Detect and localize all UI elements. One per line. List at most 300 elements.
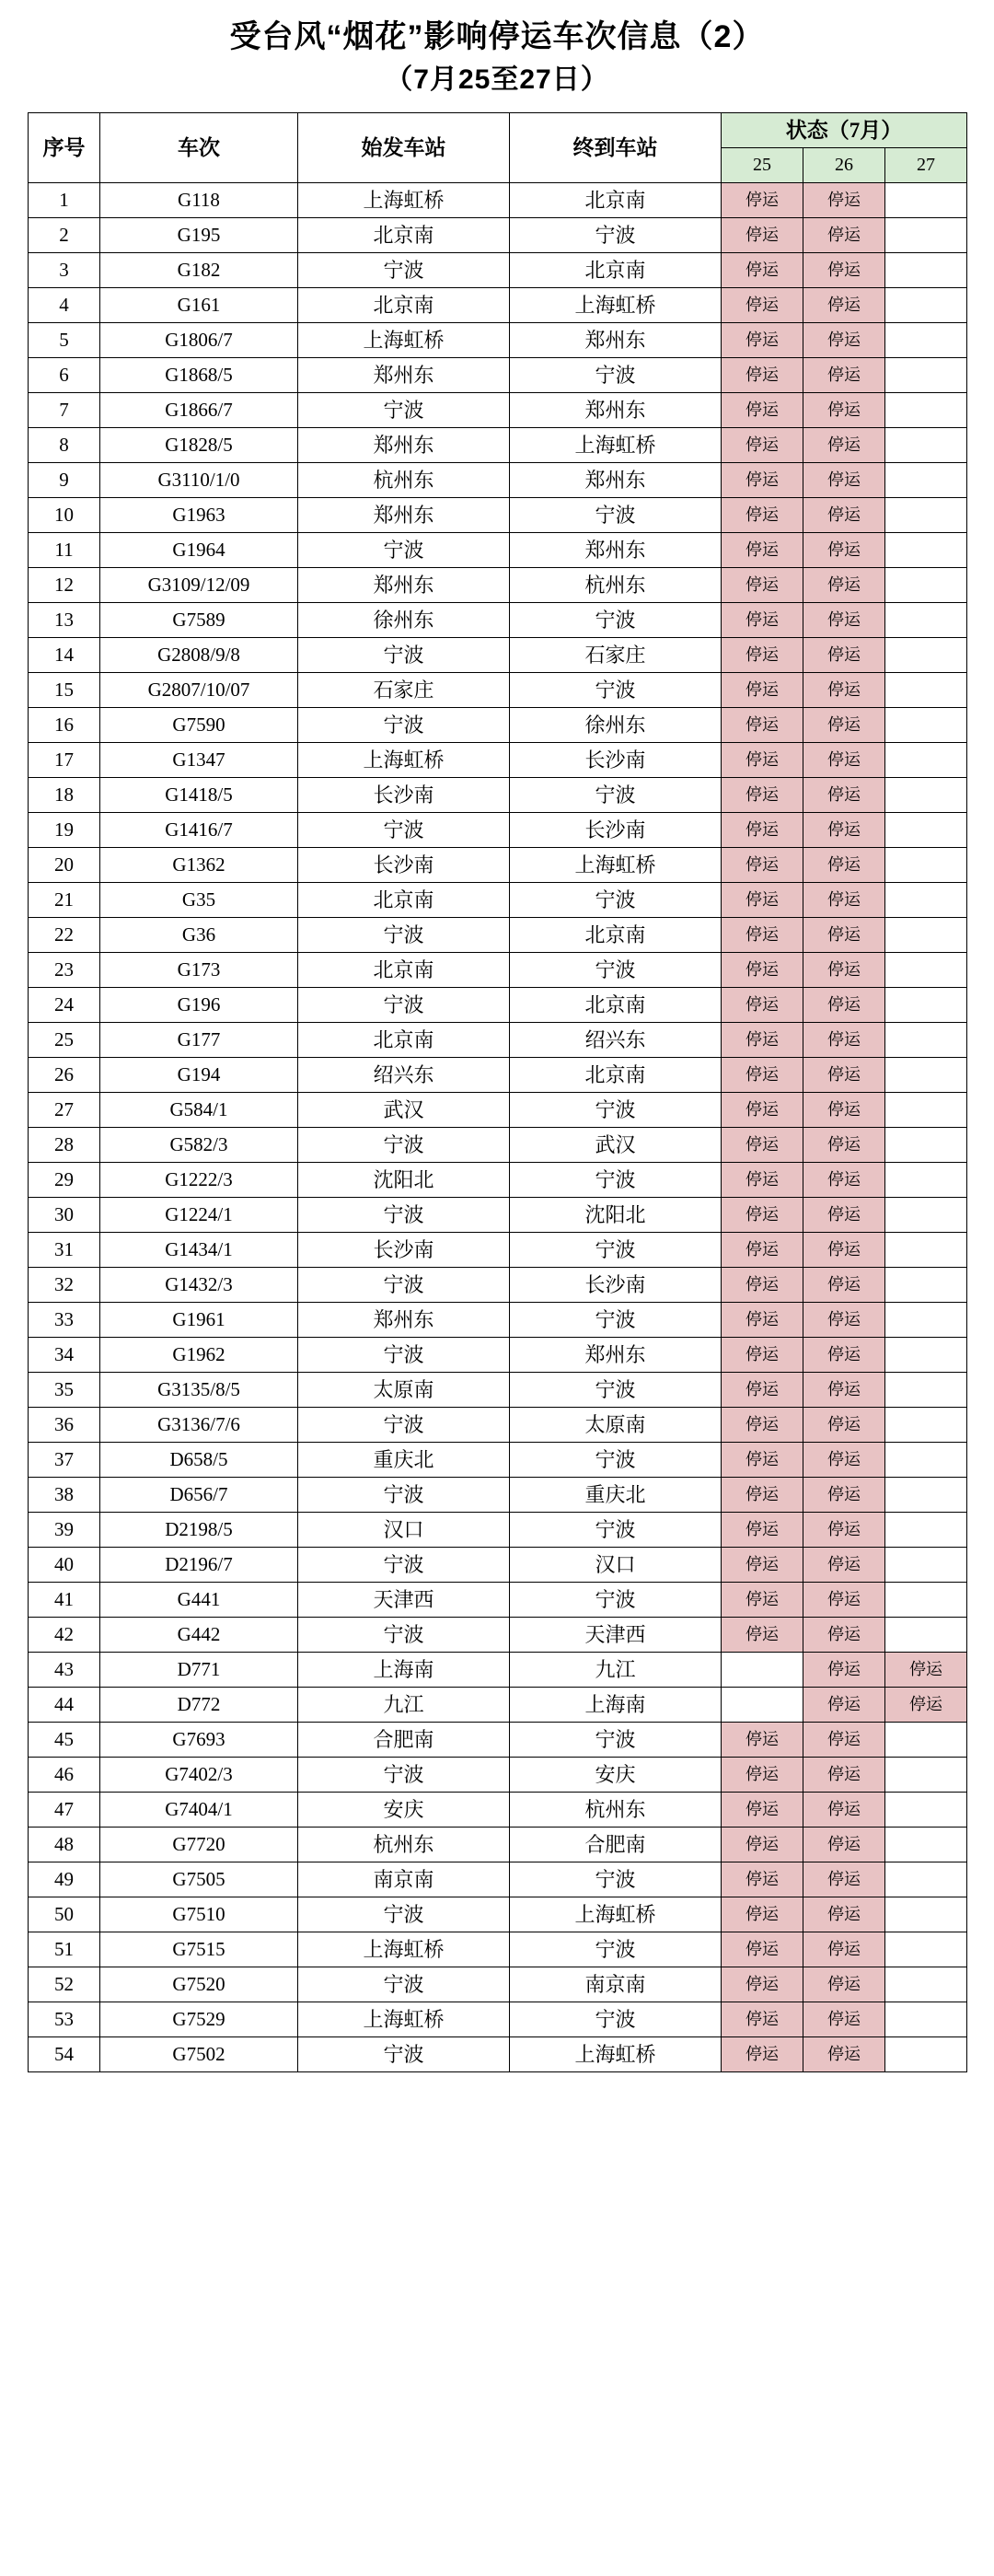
cell-train-number: G1224/1 bbox=[100, 1197, 298, 1232]
cell-origin-station: 宁波 bbox=[298, 2036, 510, 2071]
cell-origin-station: 宁波 bbox=[298, 637, 510, 672]
table-row bbox=[29, 1162, 967, 1197]
cell-index: 47 bbox=[29, 1792, 100, 1827]
cell-status-day-25: 停运 bbox=[722, 1932, 803, 1967]
cell-origin-station: 北京南 bbox=[298, 952, 510, 987]
cell-origin-station: 重庆北 bbox=[298, 1442, 510, 1477]
cell-train-number: G118 bbox=[100, 182, 298, 217]
cell-status-day-26: 停运 bbox=[803, 1757, 885, 1792]
cell-destination-station: 宁波 bbox=[510, 777, 722, 812]
cell-status-day-25: 停运 bbox=[722, 2036, 803, 2071]
cell-status-day-26: 停运 bbox=[803, 1932, 885, 1967]
cell-status-day-27 bbox=[885, 392, 967, 427]
table-row bbox=[29, 1792, 967, 1827]
table-row bbox=[29, 532, 967, 567]
cell-destination-station: 长沙南 bbox=[510, 742, 722, 777]
cell-status-day-25: 停运 bbox=[722, 987, 803, 1022]
cell-index: 7 bbox=[29, 392, 100, 427]
cell-status-day-26: 停运 bbox=[803, 602, 885, 637]
cell-status-day-26: 停运 bbox=[803, 1092, 885, 1127]
cell-status-day-26: 停运 bbox=[803, 777, 885, 812]
cell-index: 17 bbox=[29, 742, 100, 777]
cell-train-number: G36 bbox=[100, 917, 298, 952]
cell-status-day-26: 停运 bbox=[803, 1687, 885, 1722]
cell-status-day-27 bbox=[885, 882, 967, 917]
cell-train-number: G7404/1 bbox=[100, 1792, 298, 1827]
cell-origin-station: 绍兴东 bbox=[298, 1057, 510, 1092]
cell-status-day-25: 停运 bbox=[722, 1757, 803, 1792]
cell-status-day-25: 停运 bbox=[722, 392, 803, 427]
cell-status-day-25: 停运 bbox=[722, 2002, 803, 2036]
cell-status-day-27 bbox=[885, 1162, 967, 1197]
cell-origin-station: 长沙南 bbox=[298, 1232, 510, 1267]
cell-status-day-26: 停运 bbox=[803, 1862, 885, 1897]
table-row bbox=[29, 1652, 967, 1687]
cell-train-number: G442 bbox=[100, 1617, 298, 1652]
cell-destination-station: 宁波 bbox=[510, 1932, 722, 1967]
cell-status-day-26: 停运 bbox=[803, 1372, 885, 1407]
cell-status-day-25 bbox=[722, 1687, 803, 1722]
cell-train-number: G194 bbox=[100, 1057, 298, 1092]
cell-status-day-26: 停运 bbox=[803, 707, 885, 742]
cell-train-number: G1962 bbox=[100, 1337, 298, 1372]
cell-status-day-27 bbox=[885, 357, 967, 392]
cell-index: 8 bbox=[29, 427, 100, 462]
col-header-train: 车次 bbox=[100, 112, 298, 182]
cell-origin-station: 上海虹桥 bbox=[298, 2002, 510, 2036]
cell-status-day-25: 停运 bbox=[722, 287, 803, 322]
cell-destination-station: 宁波 bbox=[510, 1092, 722, 1127]
cell-status-day-25: 停运 bbox=[722, 1547, 803, 1582]
cell-index: 32 bbox=[29, 1267, 100, 1302]
cell-origin-station: 宁波 bbox=[298, 1477, 510, 1512]
cell-status-day-27 bbox=[885, 2002, 967, 2036]
table-row bbox=[29, 1617, 967, 1652]
cell-index: 43 bbox=[29, 1652, 100, 1687]
cell-status-day-26: 停运 bbox=[803, 1967, 885, 2002]
cell-status-day-27 bbox=[885, 1127, 967, 1162]
table-row bbox=[29, 1407, 967, 1442]
cell-train-number: G1222/3 bbox=[100, 1162, 298, 1197]
cell-train-number: G7693 bbox=[100, 1722, 298, 1757]
cell-status-day-27 bbox=[885, 287, 967, 322]
cell-status-day-27 bbox=[885, 567, 967, 602]
cell-origin-station: 宁波 bbox=[298, 392, 510, 427]
cell-status-day-26: 停运 bbox=[803, 1442, 885, 1477]
cell-status-day-25: 停运 bbox=[722, 497, 803, 532]
cell-status-day-27 bbox=[885, 847, 967, 882]
cell-status-day-27 bbox=[885, 952, 967, 987]
cell-origin-station: 杭州东 bbox=[298, 462, 510, 497]
cell-status-day-26: 停运 bbox=[803, 882, 885, 917]
cell-train-number: G584/1 bbox=[100, 1092, 298, 1127]
cell-status-day-25: 停运 bbox=[722, 182, 803, 217]
cell-index: 10 bbox=[29, 497, 100, 532]
cell-status-day-26: 停运 bbox=[803, 1197, 885, 1232]
table-row bbox=[29, 182, 967, 217]
cell-status-day-27 bbox=[885, 1827, 967, 1862]
cell-status-day-27 bbox=[885, 987, 967, 1022]
cell-origin-station: 上海虹桥 bbox=[298, 322, 510, 357]
table-row bbox=[29, 1897, 967, 1932]
cell-index: 14 bbox=[29, 637, 100, 672]
cell-index: 19 bbox=[29, 812, 100, 847]
cell-status-day-27 bbox=[885, 2036, 967, 2071]
cell-origin-station: 宁波 bbox=[298, 1197, 510, 1232]
cell-status-day-26: 停运 bbox=[803, 1827, 885, 1862]
cell-status-day-26: 停运 bbox=[803, 1547, 885, 1582]
cell-status-day-27 bbox=[885, 532, 967, 567]
table-row bbox=[29, 1757, 967, 1792]
cell-train-number: D2198/5 bbox=[100, 1512, 298, 1547]
cell-status-day-25: 停运 bbox=[722, 1477, 803, 1512]
cell-status-day-26: 停运 bbox=[803, 1337, 885, 1372]
cell-destination-station: 上海南 bbox=[510, 1687, 722, 1722]
cell-status-day-25 bbox=[722, 1652, 803, 1687]
table-row bbox=[29, 1582, 967, 1617]
cell-train-number: G441 bbox=[100, 1582, 298, 1617]
cell-destination-station: 北京南 bbox=[510, 917, 722, 952]
cell-status-day-27 bbox=[885, 812, 967, 847]
cell-status-day-26: 停运 bbox=[803, 217, 885, 252]
cell-train-number: G1362 bbox=[100, 847, 298, 882]
cell-destination-station: 郑州东 bbox=[510, 462, 722, 497]
cell-status-day-26: 停运 bbox=[803, 987, 885, 1022]
cell-index: 28 bbox=[29, 1127, 100, 1162]
cell-train-number: G177 bbox=[100, 1022, 298, 1057]
table-row bbox=[29, 1547, 967, 1582]
table-row bbox=[29, 742, 967, 777]
table-row bbox=[29, 462, 967, 497]
cell-status-day-25: 停运 bbox=[722, 462, 803, 497]
cell-destination-station: 上海虹桥 bbox=[510, 2036, 722, 2071]
cell-index: 22 bbox=[29, 917, 100, 952]
cell-status-day-26: 停运 bbox=[803, 1232, 885, 1267]
cell-index: 27 bbox=[29, 1092, 100, 1127]
title-block bbox=[28, 17, 966, 99]
cell-train-number: G7502 bbox=[100, 2036, 298, 2071]
cell-destination-station: 宁波 bbox=[510, 1512, 722, 1547]
table-row bbox=[29, 847, 967, 882]
cell-train-number: G7515 bbox=[100, 1932, 298, 1967]
cell-origin-station: 宁波 bbox=[298, 252, 510, 287]
cell-index: 38 bbox=[29, 1477, 100, 1512]
cell-train-number: G1866/7 bbox=[100, 392, 298, 427]
cell-destination-station: 宁波 bbox=[510, 952, 722, 987]
cell-destination-station: 宁波 bbox=[510, 1582, 722, 1617]
cell-status-day-27 bbox=[885, 1757, 967, 1792]
cell-origin-station: 宁波 bbox=[298, 1967, 510, 2002]
cell-status-day-27 bbox=[885, 182, 967, 217]
col-header-status: 状态（7月） bbox=[722, 112, 967, 147]
cell-train-number: G1963 bbox=[100, 497, 298, 532]
cell-train-number: G7529 bbox=[100, 2002, 298, 2036]
col-header-day-27: 27 bbox=[885, 147, 967, 182]
cell-destination-station: 郑州东 bbox=[510, 322, 722, 357]
cell-status-day-26: 停运 bbox=[803, 1127, 885, 1162]
cell-destination-station: 合肥南 bbox=[510, 1827, 722, 1862]
cell-index: 49 bbox=[29, 1862, 100, 1897]
cell-train-number: G3109/12/09 bbox=[100, 567, 298, 602]
cell-destination-station: 郑州东 bbox=[510, 1337, 722, 1372]
cell-train-number: G1432/3 bbox=[100, 1267, 298, 1302]
cell-index: 51 bbox=[29, 1932, 100, 1967]
cell-origin-station: 宁波 bbox=[298, 1617, 510, 1652]
cell-destination-station: 重庆北 bbox=[510, 1477, 722, 1512]
cell-origin-station: 北京南 bbox=[298, 882, 510, 917]
cell-index: 46 bbox=[29, 1757, 100, 1792]
cell-destination-station: 九江 bbox=[510, 1652, 722, 1687]
cell-destination-station: 杭州东 bbox=[510, 1792, 722, 1827]
cell-train-number: G196 bbox=[100, 987, 298, 1022]
table-row bbox=[29, 322, 967, 357]
cell-origin-station: 宁波 bbox=[298, 1127, 510, 1162]
cell-destination-station: 宁波 bbox=[510, 672, 722, 707]
cell-status-day-26: 停运 bbox=[803, 182, 885, 217]
cell-status-day-27 bbox=[885, 1232, 967, 1267]
cell-index: 16 bbox=[29, 707, 100, 742]
cell-status-day-27 bbox=[885, 1057, 967, 1092]
cell-destination-station: 北京南 bbox=[510, 987, 722, 1022]
table-row bbox=[29, 917, 967, 952]
cell-destination-station: 上海虹桥 bbox=[510, 1897, 722, 1932]
cell-origin-station: 南京南 bbox=[298, 1862, 510, 1897]
table-row bbox=[29, 1477, 967, 1512]
table-row bbox=[29, 777, 967, 812]
cell-origin-station: 石家庄 bbox=[298, 672, 510, 707]
cell-status-day-27 bbox=[885, 462, 967, 497]
cell-index: 30 bbox=[29, 1197, 100, 1232]
cell-destination-station: 宁波 bbox=[510, 882, 722, 917]
cell-destination-station: 宁波 bbox=[510, 357, 722, 392]
cell-index: 11 bbox=[29, 532, 100, 567]
cell-destination-station: 宁波 bbox=[510, 1232, 722, 1267]
cell-status-day-25: 停运 bbox=[722, 1512, 803, 1547]
cell-train-number: G2807/10/07 bbox=[100, 672, 298, 707]
table-head bbox=[29, 112, 967, 182]
cell-train-number: G582/3 bbox=[100, 1127, 298, 1162]
cell-index: 4 bbox=[29, 287, 100, 322]
cell-index: 3 bbox=[29, 252, 100, 287]
cell-status-day-27: 停运 bbox=[885, 1652, 967, 1687]
cell-status-day-26: 停运 bbox=[803, 672, 885, 707]
cell-status-day-26: 停运 bbox=[803, 1792, 885, 1827]
table-row bbox=[29, 952, 967, 987]
cell-status-day-25: 停运 bbox=[722, 1372, 803, 1407]
cell-origin-station: 宁波 bbox=[298, 1547, 510, 1582]
table-row bbox=[29, 567, 967, 602]
cell-origin-station: 上海虹桥 bbox=[298, 1932, 510, 1967]
cell-index: 5 bbox=[29, 322, 100, 357]
cell-train-number: G35 bbox=[100, 882, 298, 917]
col-header-to: 终到车站 bbox=[510, 112, 722, 182]
cell-destination-station: 北京南 bbox=[510, 1057, 722, 1092]
cell-status-day-26: 停运 bbox=[803, 532, 885, 567]
table-row bbox=[29, 1302, 967, 1337]
cell-status-day-26: 停运 bbox=[803, 742, 885, 777]
cell-destination-station: 宁波 bbox=[510, 217, 722, 252]
cell-status-day-27 bbox=[885, 707, 967, 742]
cell-destination-station: 宁波 bbox=[510, 2002, 722, 2036]
cell-index: 26 bbox=[29, 1057, 100, 1092]
cell-train-number: G161 bbox=[100, 287, 298, 322]
cell-status-day-25: 停运 bbox=[722, 252, 803, 287]
cell-status-day-26: 停运 bbox=[803, 952, 885, 987]
cell-status-day-25: 停运 bbox=[722, 882, 803, 917]
cell-origin-station: 北京南 bbox=[298, 287, 510, 322]
cell-status-day-25: 停运 bbox=[722, 322, 803, 357]
table-row bbox=[29, 1827, 967, 1862]
cell-status-day-27 bbox=[885, 672, 967, 707]
cell-index: 18 bbox=[29, 777, 100, 812]
cell-origin-station: 宁波 bbox=[298, 1337, 510, 1372]
cell-train-number: G1961 bbox=[100, 1302, 298, 1337]
cell-train-number: G195 bbox=[100, 217, 298, 252]
table-row bbox=[29, 1722, 967, 1757]
cell-status-day-26: 停运 bbox=[803, 287, 885, 322]
cell-destination-station: 徐州东 bbox=[510, 707, 722, 742]
cell-status-day-25: 停运 bbox=[722, 847, 803, 882]
cell-status-day-25: 停运 bbox=[722, 567, 803, 602]
table-row bbox=[29, 987, 967, 1022]
cell-status-day-26: 停运 bbox=[803, 1407, 885, 1442]
table-row bbox=[29, 1512, 967, 1547]
cell-origin-station: 宁波 bbox=[298, 532, 510, 567]
cell-status-day-26: 停运 bbox=[803, 917, 885, 952]
cell-status-day-26: 停运 bbox=[803, 1302, 885, 1337]
cell-train-number: G1434/1 bbox=[100, 1232, 298, 1267]
cell-status-day-26: 停运 bbox=[803, 252, 885, 287]
cell-origin-station: 上海虹桥 bbox=[298, 182, 510, 217]
cell-train-number: G3136/7/6 bbox=[100, 1407, 298, 1442]
cell-status-day-26: 停运 bbox=[803, 1582, 885, 1617]
cell-destination-station: 宁波 bbox=[510, 1862, 722, 1897]
cell-origin-station: 宁波 bbox=[298, 987, 510, 1022]
table-row bbox=[29, 707, 967, 742]
cell-status-day-25: 停运 bbox=[722, 1232, 803, 1267]
cell-index: 6 bbox=[29, 357, 100, 392]
table-row bbox=[29, 1337, 967, 1372]
cell-origin-station: 宁波 bbox=[298, 812, 510, 847]
cell-status-day-25: 停运 bbox=[722, 427, 803, 462]
cell-status-day-27: 停运 bbox=[885, 1687, 967, 1722]
col-header-index: 序号 bbox=[29, 112, 100, 182]
cell-origin-station: 安庆 bbox=[298, 1792, 510, 1827]
cell-index: 39 bbox=[29, 1512, 100, 1547]
cell-destination-station: 郑州东 bbox=[510, 532, 722, 567]
cell-destination-station: 宁波 bbox=[510, 602, 722, 637]
cell-status-day-25: 停运 bbox=[722, 1092, 803, 1127]
cell-status-day-25: 停运 bbox=[722, 1057, 803, 1092]
cell-origin-station: 宁波 bbox=[298, 917, 510, 952]
cell-status-day-25: 停运 bbox=[722, 1127, 803, 1162]
cell-destination-station: 武汉 bbox=[510, 1127, 722, 1162]
cell-destination-station: 上海虹桥 bbox=[510, 427, 722, 462]
cell-origin-station: 北京南 bbox=[298, 217, 510, 252]
cell-origin-station: 长沙南 bbox=[298, 847, 510, 882]
cell-origin-station: 宁波 bbox=[298, 1897, 510, 1932]
table-row bbox=[29, 812, 967, 847]
cell-train-number: D658/5 bbox=[100, 1442, 298, 1477]
cell-status-day-27 bbox=[885, 1792, 967, 1827]
cell-status-day-25: 停运 bbox=[722, 1022, 803, 1057]
cell-status-day-27 bbox=[885, 1932, 967, 1967]
table-row bbox=[29, 1127, 967, 1162]
cell-status-day-25: 停运 bbox=[722, 917, 803, 952]
cell-status-day-26: 停运 bbox=[803, 462, 885, 497]
cell-index: 23 bbox=[29, 952, 100, 987]
cell-train-number: G7402/3 bbox=[100, 1757, 298, 1792]
cell-index: 50 bbox=[29, 1897, 100, 1932]
cell-origin-station: 天津西 bbox=[298, 1582, 510, 1617]
cell-index: 2 bbox=[29, 217, 100, 252]
cell-status-day-25: 停运 bbox=[722, 1722, 803, 1757]
table-row bbox=[29, 497, 967, 532]
col-header-day-26: 26 bbox=[803, 147, 885, 182]
cell-index: 31 bbox=[29, 1232, 100, 1267]
cell-destination-station: 宁波 bbox=[510, 497, 722, 532]
cell-index: 54 bbox=[29, 2036, 100, 2071]
table-row bbox=[29, 882, 967, 917]
cell-status-day-27 bbox=[885, 742, 967, 777]
table-row bbox=[29, 2002, 967, 2036]
cell-status-day-27 bbox=[885, 1197, 967, 1232]
cell-destination-station: 宁波 bbox=[510, 1162, 722, 1197]
cell-destination-station: 安庆 bbox=[510, 1757, 722, 1792]
cell-status-day-25: 停运 bbox=[722, 1617, 803, 1652]
table-row bbox=[29, 287, 967, 322]
cell-status-day-27 bbox=[885, 917, 967, 952]
cell-index: 24 bbox=[29, 987, 100, 1022]
cell-origin-station: 郑州东 bbox=[298, 427, 510, 462]
cell-index: 21 bbox=[29, 882, 100, 917]
cell-destination-station: 南京南 bbox=[510, 1967, 722, 2002]
cell-train-number: G7720 bbox=[100, 1827, 298, 1862]
cell-status-day-27 bbox=[885, 1267, 967, 1302]
cell-index: 34 bbox=[29, 1337, 100, 1372]
cell-status-day-25: 停运 bbox=[722, 777, 803, 812]
cell-train-number: D2196/7 bbox=[100, 1547, 298, 1582]
cell-train-number: G3110/1/0 bbox=[100, 462, 298, 497]
cell-origin-station: 沈阳北 bbox=[298, 1162, 510, 1197]
cell-status-day-25: 停运 bbox=[722, 1162, 803, 1197]
cell-status-day-26: 停运 bbox=[803, 322, 885, 357]
table-row bbox=[29, 1232, 967, 1267]
cell-status-day-27 bbox=[885, 1862, 967, 1897]
cell-status-day-26: 停运 bbox=[803, 1022, 885, 1057]
cell-status-day-25: 停运 bbox=[722, 1862, 803, 1897]
cell-index: 29 bbox=[29, 1162, 100, 1197]
cell-destination-station: 长沙南 bbox=[510, 1267, 722, 1302]
cell-status-day-25: 停运 bbox=[722, 532, 803, 567]
cell-status-day-26: 停运 bbox=[803, 1652, 885, 1687]
cell-index: 53 bbox=[29, 2002, 100, 2036]
cell-origin-station: 北京南 bbox=[298, 1022, 510, 1057]
cell-status-day-26: 停运 bbox=[803, 812, 885, 847]
cell-destination-station: 宁波 bbox=[510, 1442, 722, 1477]
cell-index: 48 bbox=[29, 1827, 100, 1862]
cell-origin-station: 宁波 bbox=[298, 1267, 510, 1302]
cell-status-day-27 bbox=[885, 777, 967, 812]
table-row bbox=[29, 1967, 967, 2002]
table-row bbox=[29, 392, 967, 427]
cell-origin-station: 杭州东 bbox=[298, 1827, 510, 1862]
cell-status-day-25: 停运 bbox=[722, 217, 803, 252]
cell-status-day-25: 停运 bbox=[722, 1967, 803, 2002]
cell-origin-station: 太原南 bbox=[298, 1372, 510, 1407]
cell-index: 40 bbox=[29, 1547, 100, 1582]
cell-train-number: G182 bbox=[100, 252, 298, 287]
